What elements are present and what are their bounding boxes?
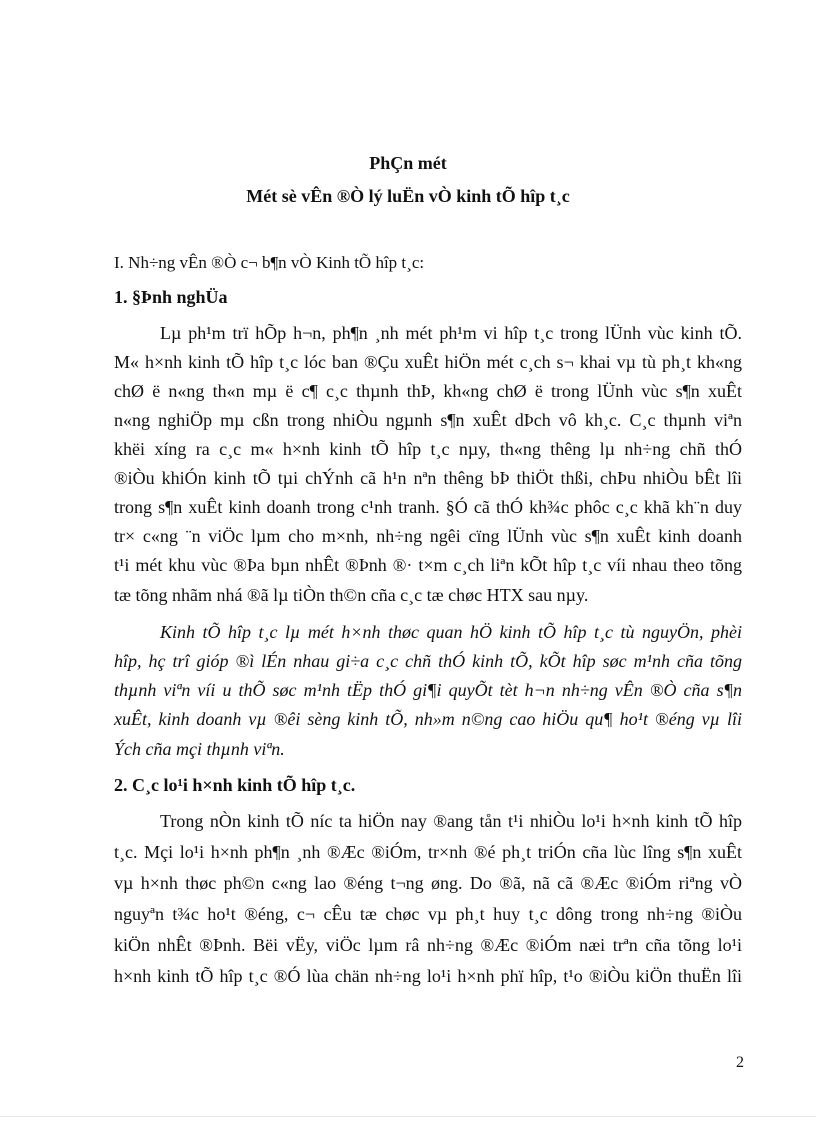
text-line: tr× c«ng ¨n viÖc lµm cho m×nh, nh÷ng ngêi cïng lÜnh vùc s¶n xuÊt kinh doanh — [114, 526, 742, 546]
text-line: xuÊt, kinh doanh vµ ®êi sèng kinh tÕ, nh»m n©ng cao hiÖu qu¶ ho¹t ®éng vµ lîi — [114, 709, 742, 729]
page-number: 2 — [736, 1054, 744, 1071]
page-bottom-divider — [0, 1116, 816, 1117]
text-line: Kinh tÕ hîp t¸c lµ mét h×nh thøc quan hÖ kinh tÕ hîp t¸c tù nguyÖn, phèi — [160, 622, 742, 642]
text-line: t¹i mét khu vùc ®Þa bµn nhÊt ®Þnh ®· t×m c¸ch liªn kÕt hîp t¸c víi nhau theo tõng — [114, 555, 742, 575]
text-line: Ých cña mçi thµnh viªn. — [114, 739, 285, 759]
text-line: t¸c. Mçi lo¹i h×nh ph¶n ¸nh ®Æc ®iÓm, tr×nh ®é ph¸t triÓn cña lùc lîng s¶n xuÊt — [114, 842, 742, 862]
text-line: vµ h×nh thøc ph©n c«ng lao ®éng t¬ng øng. Do ®ã, nã cã ®Æc ®iÓm riªng vÒ — [114, 873, 742, 893]
section-heading: I. Nh÷ng vÊn ®Ò c¬ b¶n vÒ Kinh tÕ hîp t¸c: — [114, 253, 425, 272]
text-line: M« h×nh kinh tÕ hîp t¸c lóc ban ®Çu xuÊt hiÖn mét c¸ch s¬ khai vµ tù ph¸t kh«ng — [114, 352, 742, 372]
text-line: Trong nÒn kinh tÕ níc ta hiÖn nay ®ang tån t¹i nhiÒu lo¹i h×nh kinh tÕ hîp — [160, 811, 742, 831]
document-title: Mét sè vÊn ®Ò lý luËn vÒ kinh tÕ hîp t¸c — [246, 186, 570, 206]
text-line: tæ tõng nhãm nhá ®ã lµ tiÒn th©n cña c¸c tæ chøc HTX sau nµy. — [114, 585, 589, 605]
subsection-heading-types: 2. C¸c lo¹i h×nh kinh tÕ hîp t¸c. — [114, 775, 356, 795]
text-line: khëi xíng ra c¸c m« h×nh kinh tÕ hîp t¸c nµy, th«ng thêng lµ nh÷ng chñ thÓ — [114, 439, 742, 459]
text-line: trong s¶n xuÊt kinh doanh trong c¹nh tranh. §Ó cã thÓ kh¾c phôc c¸c khã kh¨n duy — [114, 497, 742, 517]
text-line: kiÖn nhÊt ®Þnh. Bëi vËy, viÖc lµm râ nh÷ng ®Æc ®iÓm næi trªn cña tõng lo¹i — [114, 935, 742, 955]
part-title: PhÇn mét — [369, 153, 447, 173]
text-line: Lµ ph¹m trï hÕp h¬n, ph¶n ¸nh mét ph¹m vi hîp t¸c trong lÜnh vùc kinh tÕ. — [160, 323, 742, 343]
text-line: ®iÒu khiÓn kinh tÕ tµi chÝnh cã h¹n nªn thêng bÞ thiÖt thßi, chÞu nhiÒu bÊt lîi — [114, 468, 742, 488]
text-line: nguyªn t¾c ho¹t ®éng, c¬ cÊu tæ chøc vµ ph¸t huy t¸c dông trong nh÷ng ®iÒu — [114, 904, 742, 924]
subsection-heading-definition: 1. §Þnh nghÜa — [114, 287, 228, 307]
text-line: n«ng nghiÖp mµ cßn trong nhiÒu ngµnh s¶n xuÊt dÞch vô kh¸c. C¸c thµnh viªn — [114, 410, 742, 430]
text-line: chØ ë n«ng th«n mµ ë c¶ c¸c thµnh thÞ, kh«ng chØ ë trong lÜnh vùc s¶n xuÊt — [114, 381, 742, 401]
text-line: hîp, hç trî gióp ®ì lÉn nhau gi÷a c¸c chñ thÓ kinh tÕ, kÕt hîp søc m¹nh cña tõng — [114, 651, 742, 671]
text-line: thµnh viªn víi u thÕ søc m¹nh tËp thÓ gi¶i quyÕt tèt h¬n nh÷ng vÊn ®Ò cña s¶n — [114, 680, 742, 700]
text-line: h×nh kinh tÕ hîp t¸c ®Ó lùa chän nh÷ng lo¹i h×nh phï hîp, t¹o ®iÒu kiÖn thuËn lîi — [114, 966, 742, 986]
